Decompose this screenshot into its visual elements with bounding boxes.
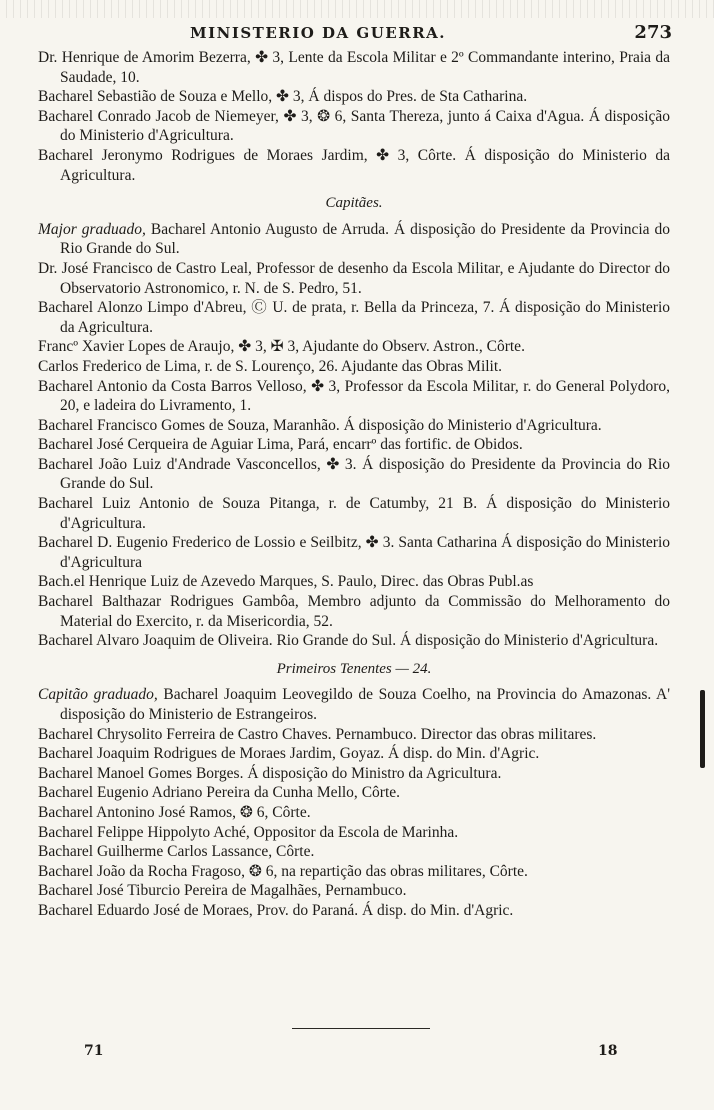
list-item (38, 783, 670, 803)
list-item (38, 494, 670, 533)
entry-name: Bacharel Balthazar Rodrigues Gambôa, (38, 593, 299, 611)
page-content (38, 48, 670, 921)
list-item (38, 220, 670, 259)
list-item (38, 377, 670, 416)
entry-rank-prefix: Major graduado, (38, 220, 146, 238)
entry-name: Bach.el Henrique Luiz de Azevedo Marques, (38, 573, 318, 591)
entry-detail: na Provincia do Amazonas. A' disposição do Ministerio de Estrangeiros. (60, 686, 671, 723)
section-heading-tenentes: Primeiros Tenentes — 24. (276, 660, 432, 677)
list-item (38, 107, 670, 146)
entry-list-top (38, 48, 670, 185)
entry-detail: ✤ 3, ❂ 6, Santa Thereza, junto á Caixa d'Agua. Á disposição do Ministerio d'Agricultura. (60, 107, 671, 145)
entry-detail: ✤ 3, Côrte. Á disposição do Ministerio da Agricultura. (60, 146, 671, 184)
entry-detail: Membro adjunto da Commissão do Melhoramento do Material do Exercito, r. da Misericordia, 52. (60, 593, 670, 630)
entry-name: Bacharel Conrado Jacob de Niemeyer, (38, 107, 279, 125)
entry-detail: Pernambuco. Director das obras militares. (335, 725, 597, 743)
entry-name: Dr. José Francisco de Castro Leal, (38, 259, 252, 277)
list-item (38, 416, 670, 436)
list-item (38, 631, 670, 651)
entry-detail: ✤ 3, Lente da Escola Militar e 2º Commandante interino, Praia da Saudade, 10. (60, 49, 671, 86)
entry-detail: Ⓒ U. de prata, r. Bella da Princeza, 7. Á disposição do Ministerio da Agricultura. (60, 299, 671, 336)
entry-name: Bacharel Manoel Gomes Borges. (38, 764, 244, 782)
list-item (38, 881, 670, 901)
entry-detail: ✤ 3, Á dispos do Pres. de Sta Catharina. (276, 88, 528, 106)
entry-name: Bacharel Joaquim Leovegildo de Souza Coelho, (163, 686, 471, 704)
entry-detail: ❂ 6, na repartição das obras militares, Côrte. (248, 862, 528, 880)
entry-detail: Á disposição do Ministro da Agricultura. (247, 764, 502, 782)
entry-name: Bacharel Alvaro Joaquim de Oliveira. (38, 632, 273, 650)
list-item (38, 357, 670, 377)
list-item (38, 592, 670, 631)
entry-name: Bacharel Guilherme Carlos Lassance, (38, 843, 273, 861)
entry-name: Bacharel Felippe Hippolyto Aché, (38, 823, 250, 841)
entry-detail: ✤ 3, Professor da Escola Militar, r. do General Polydoro, 20, e ladeira do Livramento, 1. (60, 377, 670, 415)
entry-name: Bacharel Chrysolito Ferreira de Castro Chaves. (38, 725, 332, 743)
section-heading-capitaes: Capitães. (325, 195, 383, 212)
entry-name: Bacharel João da Rocha Fragoso, (38, 862, 246, 880)
list-item (38, 533, 670, 572)
entry-name: Bacharel José Tiburcio Pereira de Magalhães, (38, 882, 322, 900)
list-item (38, 823, 670, 843)
entry-rank-prefix: Capitão graduado, (38, 686, 158, 704)
entry-name: Bacharel Antonio da Costa Barros Velloso, (38, 377, 307, 395)
entry-detail: ❂ 6, Côrte. (239, 803, 311, 821)
entry-list-tenentes (38, 685, 670, 920)
entry-detail: ✤ 3, ✠ 3, Ajudante do Observ. Astron., Côrte. (238, 338, 525, 356)
footer-rule (292, 1028, 430, 1029)
list-item (38, 298, 670, 337)
list-item (38, 146, 670, 185)
entry-detail: Goyaz. Á disp. do Min. d'Agric. (339, 745, 540, 763)
page-title: MINISTERIO DA GUERRA. (190, 24, 447, 42)
entry-name: Bacharel João Luiz d'Andrade Vasconcellos, (38, 455, 321, 473)
entry-name: Dr. Henrique de Amorim Bezerra, (38, 49, 251, 66)
list-item (38, 435, 670, 455)
entry-name: Bacharel Luiz Antonio de Souza Pitanga, (38, 495, 320, 513)
entry-detail: r. de Catumby, 21 B. Á disposição do Ministerio d'Agricultura. (60, 495, 671, 532)
list-item (38, 725, 670, 745)
page-number: 273 (634, 22, 672, 43)
entry-detail: r. de S. Lourenço, 26. Ajudante das Obras Milit. (204, 357, 503, 375)
entry-name: Bacharel D. Eugenio Frederico de Lossio e Seilbitz, (38, 534, 362, 552)
entry-detail: Pará, encarrº das fortific. de Obidos. (297, 436, 523, 454)
entry-detail: ✤ 3. Á disposição do Presidente da Provincia do Rio Grande do Sul. (60, 455, 670, 493)
list-item (38, 901, 670, 921)
entry-name: Bacharel Alonzo Limpo d'Abreu, (38, 299, 247, 317)
list-item (38, 842, 670, 862)
entry-name: Bacharel Antonino José Ramos, (38, 803, 237, 821)
list-item (38, 764, 670, 784)
list-item (38, 259, 670, 298)
entry-name: Bacharel José Cerqueira de Aguiar Lima, (38, 436, 294, 454)
entry-detail: Á disposição do Presidente da Provincia do Rio Grande do Sul. (60, 220, 670, 258)
entry-detail: Maranhão. Á disposição do Ministerio d'Agricultura. (273, 416, 602, 434)
entry-detail: Rio Grande do Sul. Á disposição do Ministerio d'Agricultura. (276, 632, 659, 650)
footer-signature-left: 71 (84, 1043, 104, 1059)
entry-name: Bacharel Francisco Gomes de Souza, (38, 416, 270, 434)
entry-detail: ✤ 3. Santa Catharina Á disposição do Ministerio d'Agricultura (60, 534, 671, 571)
list-item (38, 455, 670, 494)
entry-name: Bacharel Eduardo José de Moraes, (38, 901, 253, 919)
list-item (38, 48, 670, 87)
entry-name: Carlos Frederico de Lima, (38, 357, 201, 375)
entry-detail: Pernambuco. (325, 882, 407, 900)
footer-signature-right: 18 (598, 1043, 618, 1059)
entry-detail: Oppositor da Escola de Marinha. (253, 823, 459, 841)
list-item (38, 685, 670, 724)
list-item (38, 87, 670, 107)
list-item (38, 337, 670, 357)
entry-name: Francº Xavier Lopes de Araujo, (38, 338, 235, 356)
entry-detail: Professor de desenho da Escola Militar, e Ajudante do Director do Observatorio Astronomico, r. N. de S. Pedro, 51. (60, 259, 670, 297)
list-item (38, 572, 670, 592)
entry-detail: S. Paulo, Direc. das Obras Publ.as (321, 573, 534, 591)
entry-name: Bacharel Joaquim Rodrigues de Moraes Jardim, (38, 745, 336, 763)
entry-name: Bacharel Antonio Augusto de Arruda. (150, 220, 389, 238)
list-item (38, 803, 670, 823)
entry-list-capitaes (38, 220, 670, 651)
margin-mark (700, 690, 705, 768)
entry-detail: Prov. do Paraná. Á disp. do Min. d'Agric. (256, 901, 514, 919)
entry-name: Bacharel Eugenio Adriano Pereira da Cunha Mello, (38, 784, 358, 802)
list-item (38, 744, 670, 764)
entry-name: Bacharel Jeronymo Rodrigues de Moraes Jardim, (38, 146, 368, 164)
page-edge-texture (0, 0, 714, 18)
entry-detail: Côrte. (276, 843, 315, 861)
page-header (40, 22, 680, 48)
list-item (38, 862, 670, 882)
entry-name: Bacharel Sebastião de Souza e Mello, (38, 88, 273, 106)
entry-detail: Côrte. (361, 784, 400, 802)
